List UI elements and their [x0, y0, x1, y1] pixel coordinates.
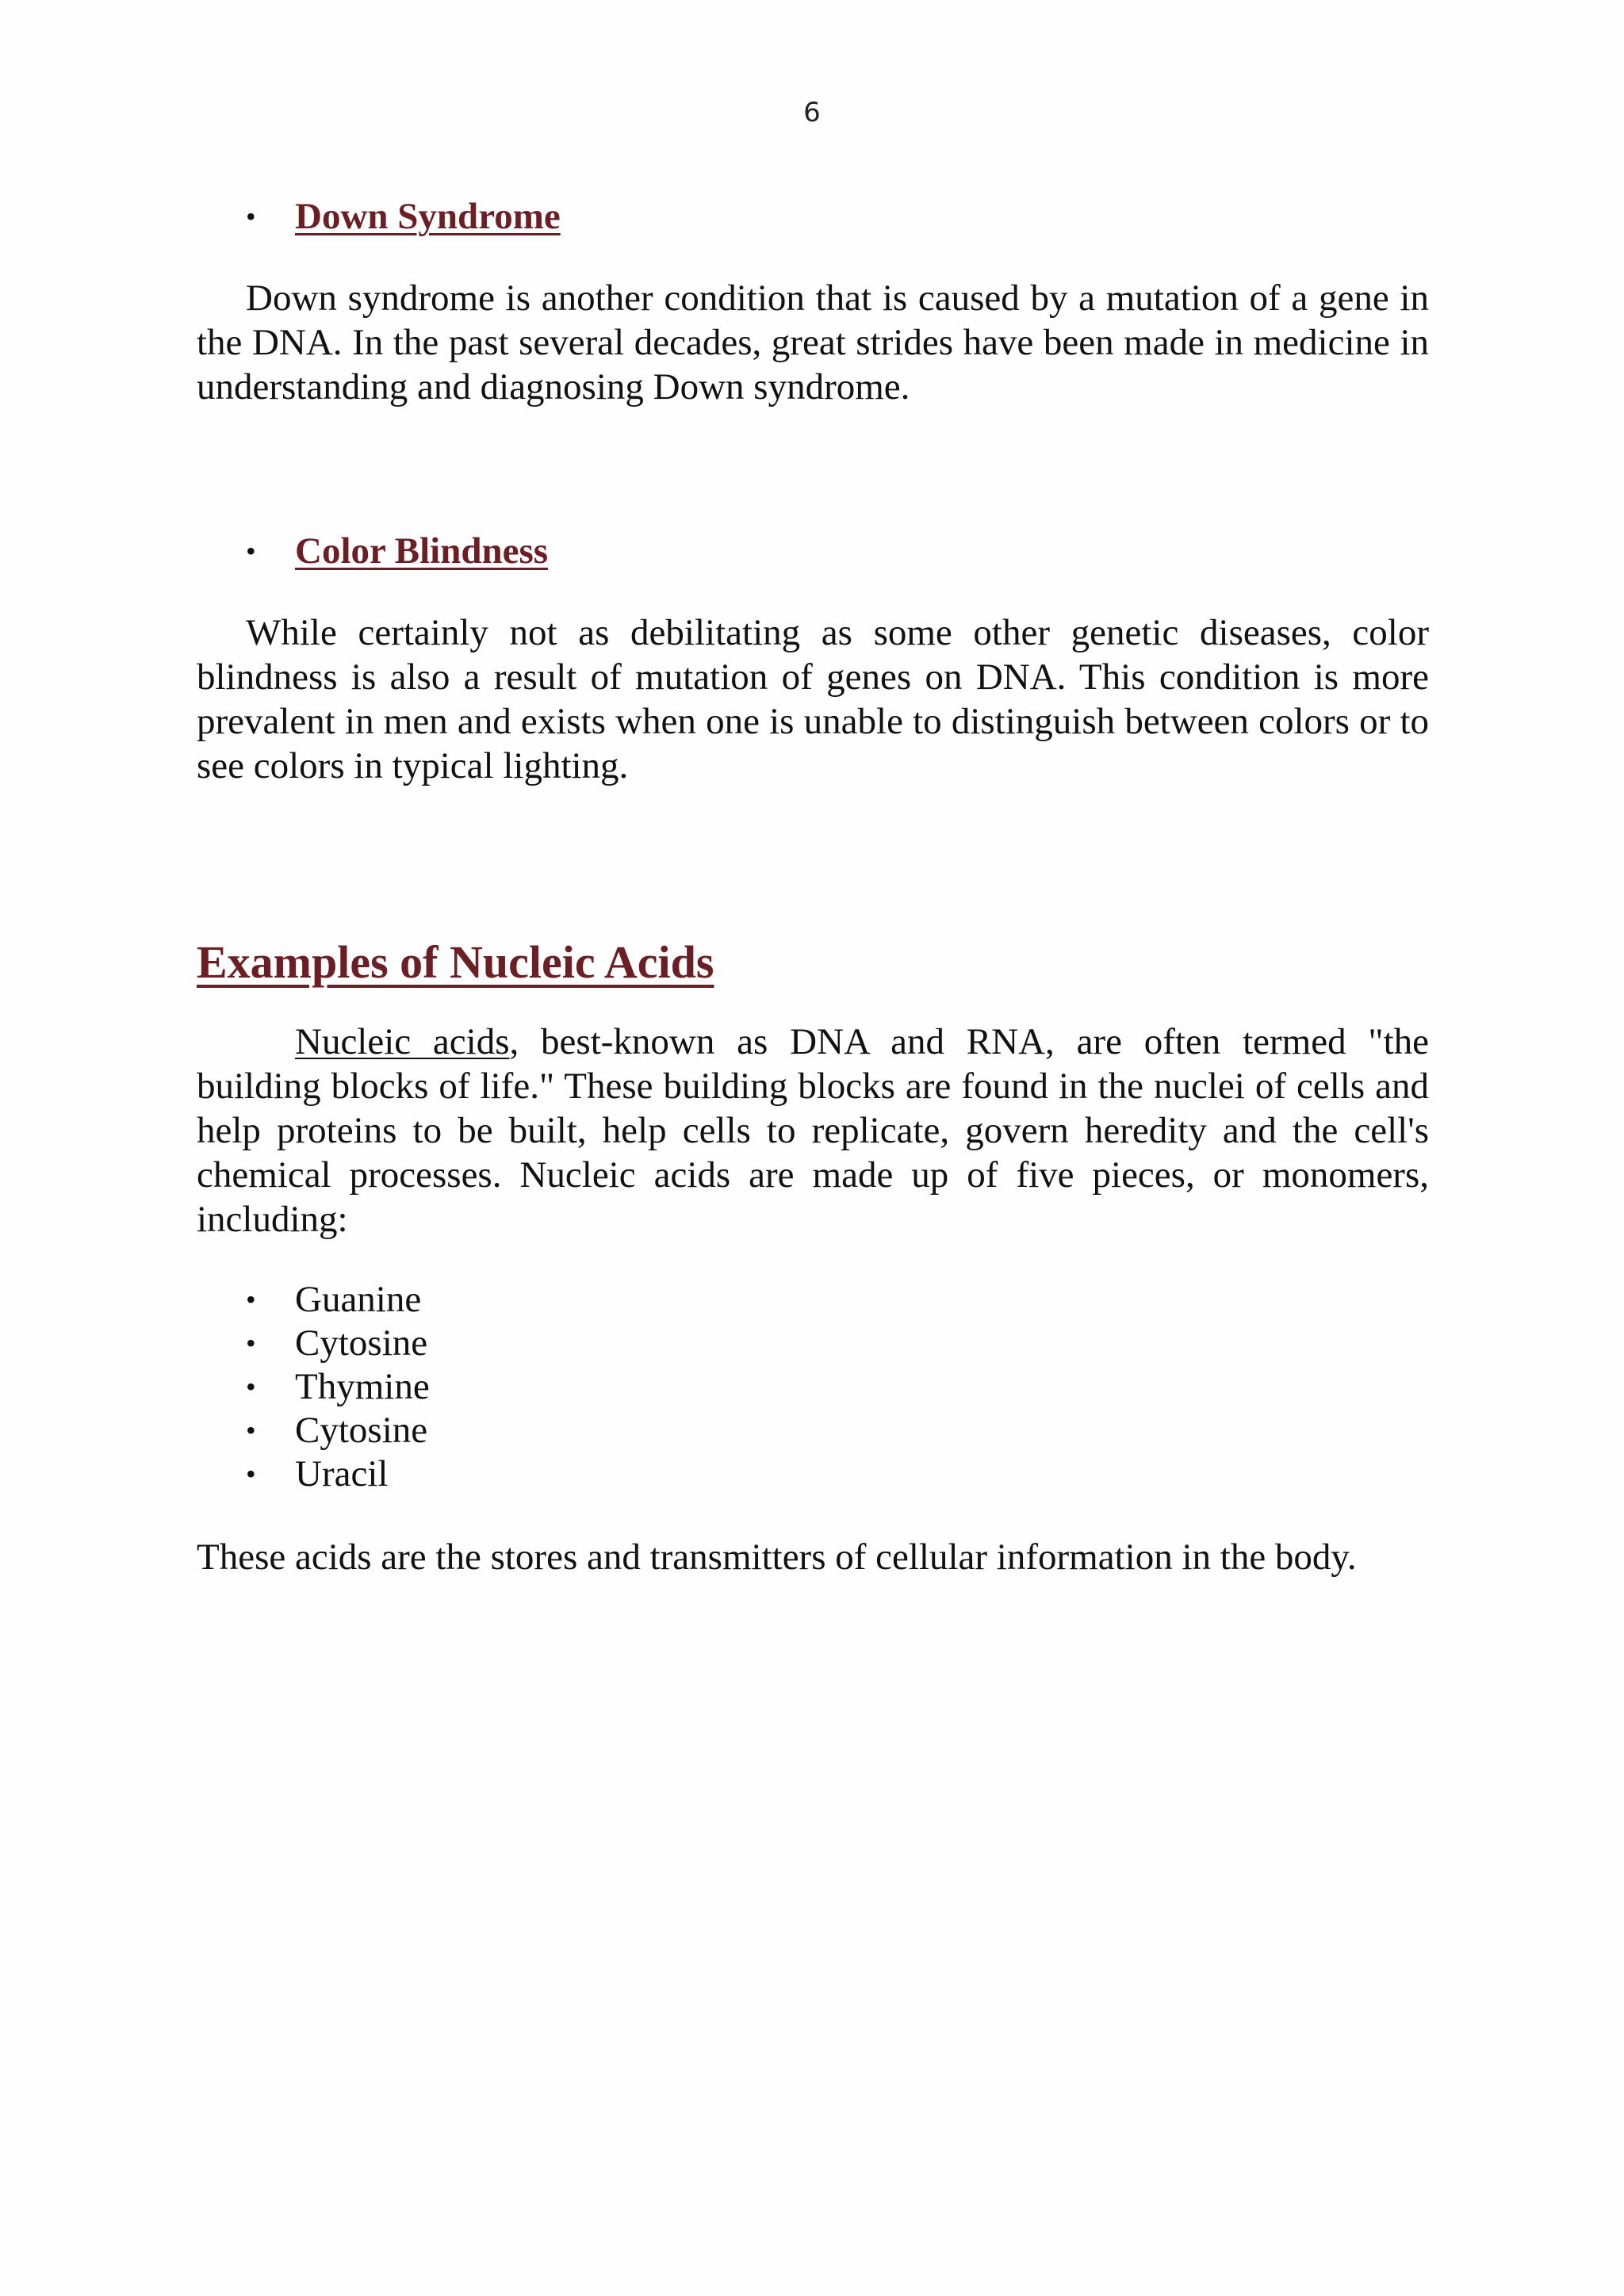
- list-item: [197, 1409, 430, 1452]
- nucleic-acids-link[interactable]: Nucleic acids: [295, 1021, 510, 1062]
- down-syndrome-section: [197, 276, 1429, 409]
- monomer-label: Uracil: [295, 1453, 389, 1494]
- heading-down-syndrome-label: Down Syndrome: [295, 196, 561, 238]
- list-item: [197, 1452, 430, 1496]
- monomer-label: Guanine: [295, 1279, 422, 1320]
- monomer-label: Cytosine: [295, 1322, 428, 1364]
- closing-sentence: These acids are the stores and transmitters of cellular information in the body.: [197, 1536, 1357, 1578]
- heading-color-blindness: [197, 526, 548, 572]
- section-title-nucleic-acids: Examples of Nucleic Acids: [197, 936, 714, 988]
- color-blindness-paragraph: While certainly not as debilitating as some other genetic diseases, color blindness is also a result of mutation of genes on DNA. This condition is more prevalent in men and exists when one is unable to distinguish between colors or to see colors in typical lighting.: [197, 612, 1429, 786]
- monomer-label: Thymine: [295, 1366, 430, 1407]
- bullet-icon: •: [246, 535, 256, 568]
- bullet-icon: •: [246, 201, 256, 233]
- bullet-icon: •: [246, 1458, 256, 1490]
- down-syndrome-paragraph: Down syndrome is another condition that is caused by a mutation of a gene in the DNA. In the past several decades, great strides have been made in medicine in understanding and diagnosing Down syndrome.: [197, 277, 1429, 408]
- nucleic-acids-paragraph: [197, 1020, 1429, 1242]
- bullet-icon: •: [246, 1327, 256, 1359]
- nucleic-acids-section: [197, 1020, 1429, 1242]
- monomer-list: [197, 1278, 430, 1496]
- color-blindness-section: [197, 610, 1429, 788]
- nucleic-acids-body: , best-known as DNA and RNA, are often termed "the building blocks of life." These building blocks are found in the nuclei of cells and help proteins to be built, help cells to replicate, govern heredity and the cell's chemical processes. Nucleic acids are made up of five pieces, or monomers, including:: [197, 1021, 1429, 1240]
- bullet-icon: •: [246, 1414, 256, 1446]
- bullet-icon: •: [246, 1284, 256, 1315]
- list-item: [197, 1322, 430, 1365]
- heading-color-blindness-label: Color Blindness: [295, 530, 549, 572]
- list-item: [197, 1365, 430, 1409]
- heading-down-syndrome: [197, 192, 561, 238]
- list-item: [197, 1278, 430, 1322]
- bullet-icon: •: [246, 1371, 256, 1402]
- monomer-label: Cytosine: [295, 1410, 428, 1451]
- page-number: 6: [803, 97, 821, 128]
